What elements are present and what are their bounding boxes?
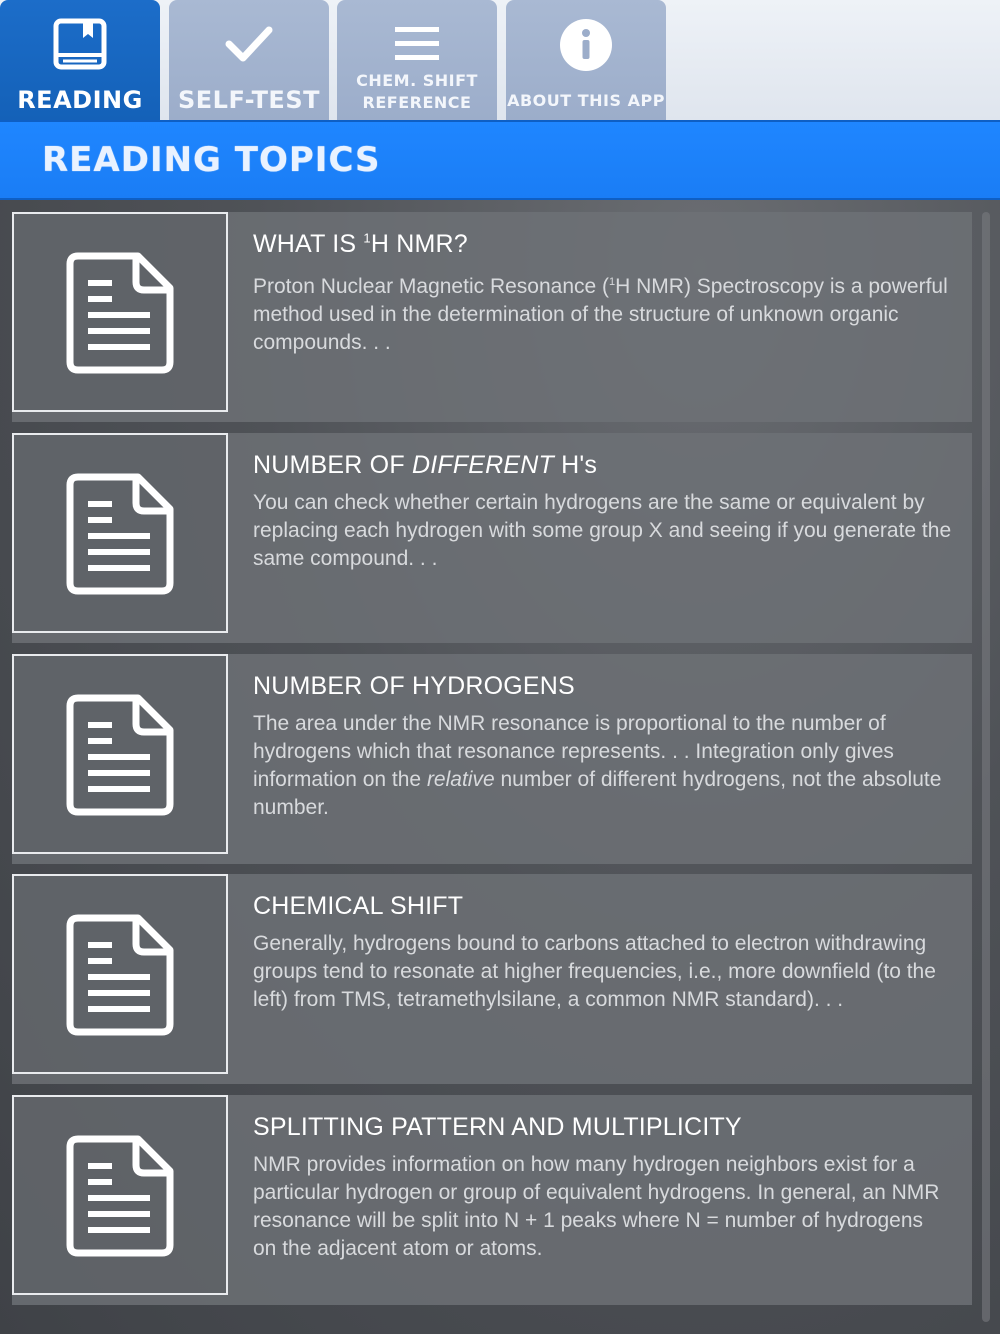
topic-description: NMR provides information on how many hydrogen neighbors exist for a particular hydrogen or group of equivalent hydrogens. In general, an NMR resonance will be split into N + 1 peaks where N = number of hydrogens on the adjacent atom or atoms. <box>253 1153 940 1260</box>
document-icon <box>66 1135 176 1259</box>
topic-title <box>253 451 952 480</box>
topic-desc-part: H NMR) Spectroscopy is a powerful method used in the determination of the structure of unknown organic compounds. . . <box>253 275 948 354</box>
tab-about-this-app[interactable] <box>506 0 666 120</box>
topic-desc-superscript: 1 <box>609 276 616 288</box>
topic-title: SPLITTING PATTERN AND MULTIPLICITY <box>253 1113 742 1141</box>
topic-card-number-of-different-hs[interactable] <box>12 433 972 643</box>
topic-thumbnail <box>12 874 228 1074</box>
topic-title <box>253 230 952 259</box>
topic-card-what-is-h-nmr[interactable] <box>12 212 972 422</box>
document-icon <box>66 694 176 818</box>
topic-description <box>253 268 952 357</box>
topic-title-part: H NMR? <box>370 230 468 258</box>
topic-description <box>253 710 952 822</box>
topic-title-part: NUMBER OF <box>253 451 412 479</box>
topic-title-superscript: 1 <box>363 230 371 246</box>
topic-card-number-of-hydrogens[interactable] <box>12 654 972 864</box>
topic-desc-part: The area under the NMR resonance is proportional to the number of hydrogens which that resonance represents. . . Integration only gives information on the <box>253 712 894 791</box>
section-header <box>0 120 1000 200</box>
page-title: READING TOPICS <box>42 140 381 180</box>
topic-description: Generally, hydrogens bound to carbons attached to electron withdrawing groups tend to resonate at higher frequencies, i.e., more downfield (to the left) from TMS, tetramethylsilane, a common NMR standard). . . <box>253 932 936 1011</box>
menu-lines-icon <box>393 24 441 64</box>
topic-description: You can check whether certain hydrogens are the same or equivalent by replacing each hydrogen with some group X and seeing if you generate the same compound. . . <box>253 491 952 570</box>
tab-about-label: ABOUT THIS APP <box>507 91 665 110</box>
topic-thumbnail <box>12 1095 228 1295</box>
tab-chem-shift-label-line1: CHEM. SHIFT <box>356 71 478 90</box>
topic-title-emphasis: DIFFERENT <box>411 451 555 479</box>
tab-reading-label: READING <box>17 86 143 114</box>
tab-chem-shift-reference[interactable] <box>337 0 497 120</box>
tab-chem-shift-label-line2: REFERENCE <box>362 93 472 112</box>
topics-list <box>0 200 1000 1334</box>
topic-thumbnail <box>12 433 228 633</box>
info-icon <box>559 18 613 72</box>
document-icon <box>66 473 176 597</box>
document-icon <box>66 914 176 1038</box>
book-icon <box>53 18 107 70</box>
topic-title: NUMBER OF HYDROGENS <box>253 672 575 700</box>
topic-card-chemical-shift[interactable] <box>12 874 972 1084</box>
topic-desc-emphasis: relative <box>426 768 495 791</box>
topic-thumbnail <box>12 212 228 412</box>
topic-title-part: H's <box>554 451 598 479</box>
document-icon <box>66 252 176 376</box>
tab-bar <box>0 0 1000 120</box>
topic-title: CHEMICAL SHIFT <box>253 892 464 920</box>
checkmark-icon <box>224 22 274 66</box>
tab-reading[interactable] <box>0 0 160 120</box>
scrollbar[interactable] <box>982 212 990 1322</box>
topic-card-splitting-pattern[interactable] <box>12 1095 972 1305</box>
tab-self-test[interactable] <box>169 0 329 120</box>
topic-desc-part: Proton Nuclear Magnetic Resonance ( <box>253 275 610 298</box>
topic-title-part: WHAT IS <box>253 230 364 258</box>
tab-self-test-label: SELF-TEST <box>178 86 320 114</box>
topic-desc-part: number of different hydrogens, not the absolute number. <box>253 768 942 819</box>
topic-thumbnail <box>12 654 228 854</box>
